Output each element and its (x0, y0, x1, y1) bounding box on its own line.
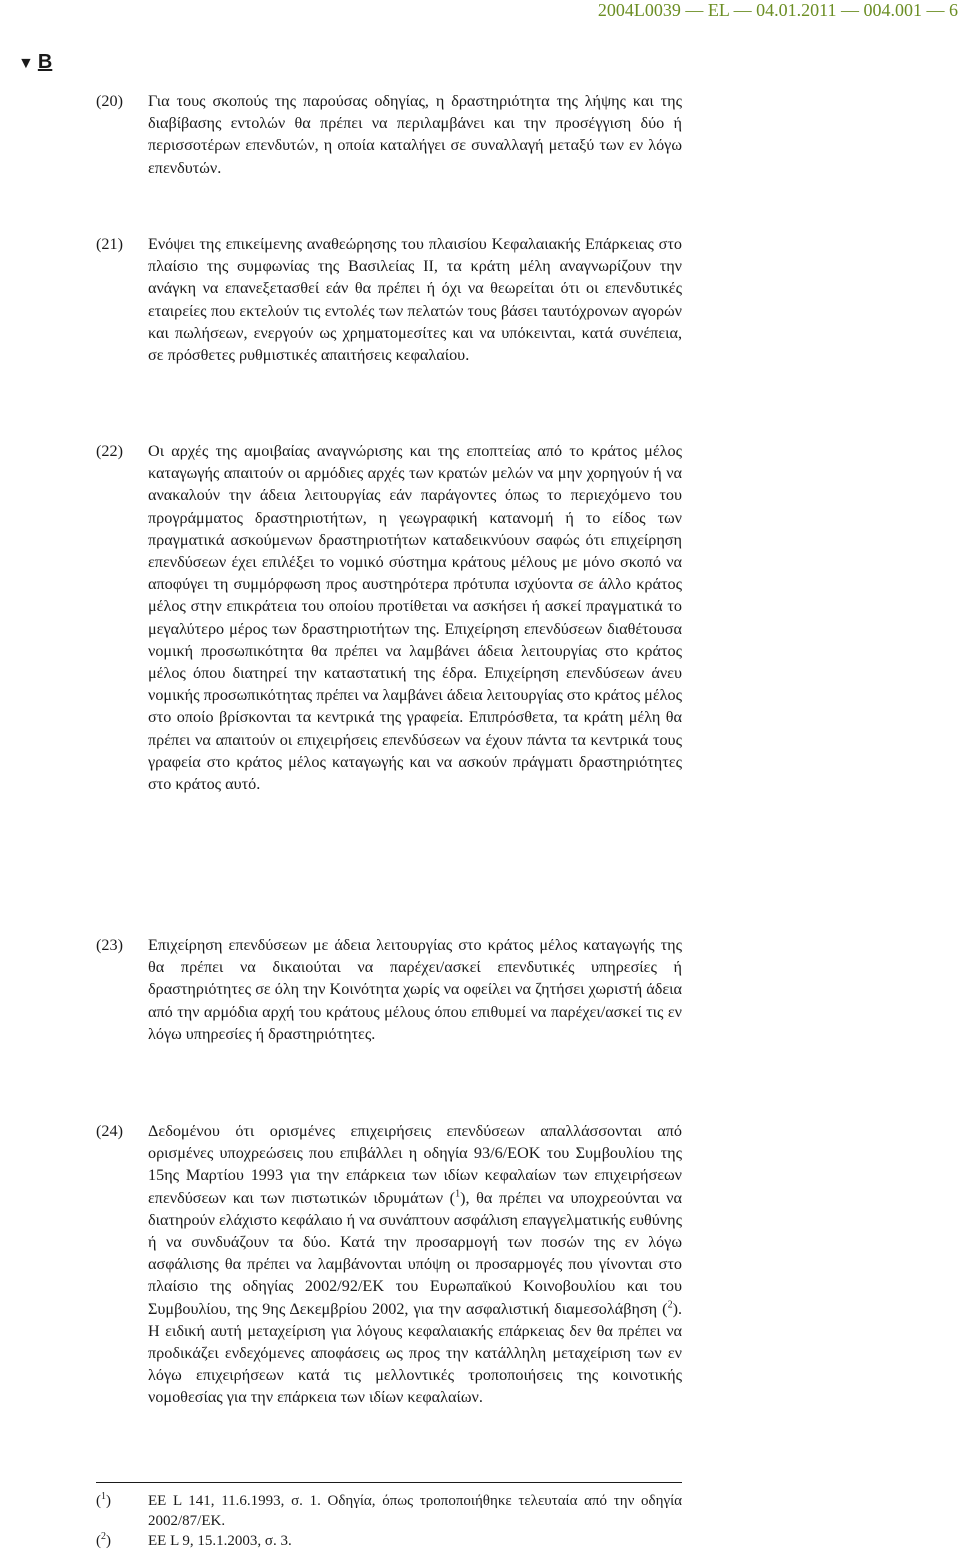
footnote-2 (96, 1531, 682, 1551)
recital-text: Για τους σκοπούς της παρούσας οδηγίας, η δραστηριότητα της λήψης και της διαβίβασης εντολών θα πρέπει να περιλαμβάνει και την προσέγγιση δύο ή περισσοτέρων επενδυτών, η οποία καταλήγει σε συναλλαγή μεταξύ των εν λόγω επενδυτών. (148, 92, 682, 177)
recital-number: (20) (96, 92, 123, 110)
footnote-ref-2[interactable]: 2 (667, 1299, 673, 1311)
footnote-text: ΕΕ L 141, 11.6.1993, σ. 1. Οδηγία, όπως τροποποιήθηκε τελευταία από την οδηγία 2002/87/ΕΚ. (148, 1493, 682, 1529)
triangle-down-icon: ▼ (18, 55, 34, 72)
recital-text: Οι αρχές της αμοιβαίας αναγνώρισης και της εποπτείας από το κράτος μέλος καταγωγής απαιτούν οι αρμόδιες αρχές των κρατών μελών να μην χορηγούν ή να ανακαλούν την άδεια λειτουργίας εάν παράγοντες όπως το περιεχόμενο του προγράμματος δραστηριοτήτων, η γεωγραφική κατανομή ή το είδος των πραγματικά ασκούμενων δραστηριοτήτων καταδεικνύουν σαφώς ότι επιχείρηση επενδύσεων έχει επιλέξει το νομικό σύστημα κράτους μέλους με μόνο σκοπό να αποφύγει τη συμμόρφωση προς αυστηρότερα πρότυπα ισχύοντα σε άλλο κράτος μέλος στην επικράτεια του οποίου προτίθεται να ασκήσει ή ασκεί πραγματικά το μεγαλύτερο μέρος των δραστηριοτήτων της. Επιχείρηση επενδύσεων διαθέτουσα νομική προσωπικότητα θα πρέπει να λαμβάνει άδεια λειτουργίας στο κράτος μέλος όπου διατηρεί την καταστατική της έδρα. Επιχείρηση επενδύσεων άνευ νομικής προσωπικότητας πρέπει να λαμβάνει άδεια λειτουργίας στο κράτος μέλος στο οποίο βρίσκονται τα κεντρικά της γραφεία. Επιπρόσθετα, τα κράτη μέλη θα πρέπει να απαιτούν οι επιχειρήσεις επενδύσεων να έχουν πάντα τα κεντρικά τους γραφεία στο κράτος μέλος καταγωγής και να ασκούν πράγματι δραστηριότητες στο κράτος αυτό. (148, 442, 682, 794)
footnote-number: ($^2$) (96, 1531, 111, 1549)
amendment-marker (18, 50, 52, 76)
recital-text-part: ), θα πρέπει να υποχρεούνται να διατηρούν ελάχιστο κεφάλαιο ή να συνάπτουν ασφάλιση επαγγελματικής ευθύνης ή να συνδυάζουν τα δύο. Κατά την προσαρμογή των ποσών της εν λόγω ασφάλισης θα πρέπει να λαμβάνονται υπόψη οι προσαρμογές που γίνονται στο πλαίσιο της οδηγίας 2002/92/ΕΚ του Ευρωπαϊκού Κοινοβουλίου και του Συμβουλίου, της 9ης Δεκεμβρίου 2002, για την ασφαλιστική διαμεσολάβηση ( (148, 1188, 682, 1318)
footnote-text: ΕΕ L 9, 15.1.2003, σ. 3. (148, 1533, 292, 1549)
document-reference: 2004L0039 — EL — 04.01.2011 — 004.001 — 6 (597, 0, 958, 20)
recital-number: (22) (96, 442, 123, 460)
footnote-number: ($^1$) (96, 1491, 111, 1509)
recital-number: (21) (96, 235, 123, 253)
recital-text: Επιχείρηση επενδύσεων με άδεια λειτουργίας στο κράτος μέλος καταγωγής της θα πρέπει να δικαιούται να παρέχει/ασκεί επενδυτικές υπηρεσίες ή δραστηριότητες σε όλη την Κοινότητα χωρίς να οφείλει να ζητήσει χωριστή άδεια από την αρμόδια αρχή του κράτους μέλους όπου επιθυμεί να παρέχει/ασκεί τις εν λόγω υπηρεσίες ή δραστηριότητες. (148, 936, 682, 1043)
footnotes (96, 1482, 682, 1551)
recital-20 (96, 90, 682, 179)
recital-number: (24) (96, 1122, 123, 1140)
recital-23 (96, 934, 682, 1045)
recital-22 (96, 440, 682, 795)
amendment-marker-letter: B (37, 51, 53, 73)
recital-text (148, 1120, 682, 1409)
recital-text-part: Δεδομένου ότι ορισμένες επιχειρήσεις επενδύσεων απαλλάσσονται από ορισμένες υποχρεώσεις που επιβάλλει η οδηγία 93/6/ΕΟΚ του Συμβουλίου της 15ης Μαρτίου 1993 για την επάρκεια των ιδίων κεφαλαίων των επιχειρήσεων επενδύσεων και των πιστωτικών ιδρυμάτων ( (148, 1122, 682, 1207)
recital-24 (96, 1120, 682, 1409)
recital-text-part: ). Η ειδική αυτή μεταχείριση για λόγους κεφαλαιακής επάρκειας δεν θα πρέπει να προδικάζει ενδεχόμενες αποφάσεις ως προς την κατάλληλη μεταχείριση των εν λόγω επιχειρήσεων κατά τις μελλοντικές τροποποιήσεις της κοινοτικής νομοθεσίας για την επάρκεια των ιδίων κεφαλαίων. (148, 1299, 682, 1407)
recital-number: (23) (96, 936, 123, 954)
document-header (0, 0, 960, 20)
footnote-1 (96, 1491, 682, 1531)
recital-text: Ενόψει της επικείμενης αναθεώρησης του πλαισίου Κεφαλαιακής Επάρκειας στο πλαίσιο της συμφωνίας της Βασιλείας ΙΙ, τα κράτη μέλη αναγνωρίζουν την ανάγκη να επανεξετασθεί εάν θα πρέπει ή όχι να θεωρείται ότι οι επενδυτικές εταιρείες που εκτελούν τις εντολές των πελατών τους βάσει ταυτόχρονων αγορών και πωλήσεων, ενεργούν ως χρηματομεσίτες και να υπόκεινται, κατά συνέπεια, σε πρόσθετες ρυθμιστικές απαιτήσεις κεφαλαίου. (148, 235, 682, 365)
footnote-ref-1[interactable]: 1 (455, 1188, 461, 1200)
recital-21 (96, 233, 682, 366)
